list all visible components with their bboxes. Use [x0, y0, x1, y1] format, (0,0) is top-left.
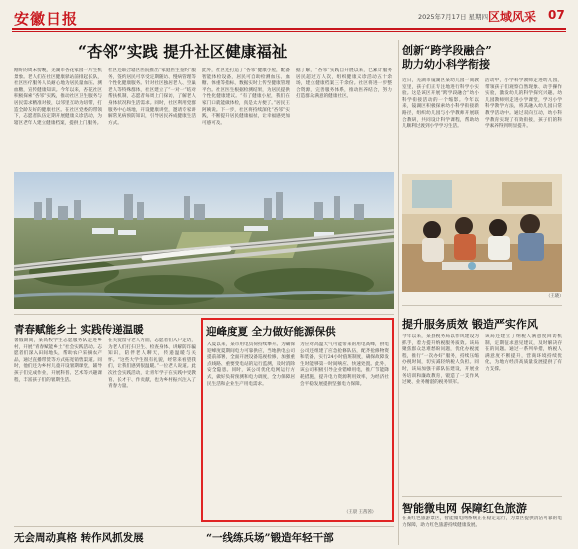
header-rule — [12, 28, 566, 30]
right-photo — [402, 174, 562, 292]
center-headline: 迎峰度夏 全力做好能源保供 — [206, 326, 336, 338]
main-photo — [14, 172, 394, 309]
center-headline-2: “一线练兵场”锻造年轻干部 — [206, 532, 334, 544]
main-article-col-1: 刚好的周末傍晚，芜湖市杏花家园一片生机景象。老人们在社区健康驿站前排起长队，社区医疗服务人员耐心地为居民量血压、测血糖，宣传健康知识。今年以来，杏花社区积极探索“杏邻”实践，推动社区卫生服务与居民需求精准对接，以邻里互助为纽带，打造全龄友好的健康社区。在社区党委的带领下，志愿者队伍定期开展健康义诊活动，为辖区老年人建立健康档案，提供上门服务。 — [14, 68, 102, 126]
center-article-byline: （王晨 王茜茜） — [344, 510, 377, 515]
left-headline-2: 无会周动真格 转作风抓发展 — [14, 532, 144, 544]
aerial-rail-photo — [14, 172, 394, 309]
bottom-section-divider — [14, 526, 394, 527]
right-article-3: 在某红色旅游景区，智能微电网系统正在稳定运行，为景区提供清洁可靠的电力保障，助力红色旅游持续健康发展。 — [402, 516, 562, 528]
right-article-1-col-2: 活动中，小学科学教师走进幼儿园，带领孩子们观察自然现象、动手操作实验，激发幼儿的科学探究兴趣。幼儿园教师则走进小学课堂，学习小学科学教学方法，将其融入幼儿园日常教学活动中。通过双向互动，幼小科学教育实现了有效衔接，孩子们的科学素养得到明显提升。 — [485, 78, 562, 130]
classroom-photo — [402, 174, 562, 292]
issue-date: 2025年7月17日 星期四 — [418, 13, 489, 21]
page-number: 07 — [548, 8, 565, 22]
right-section-divider — [402, 305, 562, 306]
left-article-1-col-2: 在关爱留守老人方面，志愿者们入户走访，为老人们打扫卫生、检查身体、讲解防诈骗知识，陪伴老人聊天，传递温暖与关怀。“这些大学生很有礼貌，经常来看望我们，让我们感到很温暖。”一位老人说道。此次社会实践活动，让青年学子在实践中受教育、长才干、作贡献，也为乡村振兴注入了青春力量。 — [108, 338, 196, 390]
column-divider — [398, 40, 399, 545]
right-headline-3: 智能微电网 保障红色旅游 — [402, 502, 527, 515]
right-headline-2: 提升服务质效 锻造严实作风 — [402, 318, 538, 331]
right-article-2-col-1: 今年以来，某县税务局以作风建设为抓手，着力提升纳税服务质效。该局聚焦群众急难愁盼问题，优化办税流程，推行“一次办好”服务，持续压缩办税时间，切实减轻纳税人负担。同时，该局加强干部队伍建设，开展业务培训和廉政教育，锻造了一支作风过硬、业务精湛的税务铁军。 — [402, 334, 479, 386]
left-article-1-col-1: 暑假期间，某高校学生志愿服务队走进乡村，开展“青春赋能乡土”社会实践活动。志愿者们深入田间地头，帮助农户采摘农产品，通过直播带货等方式拓宽销售渠道。同时，他们还为乡村儿童开设暑期课堂，辅导孩子们完成作业，开展科普、艺术等兴趣课程，丰富孩子们的暑期生活。 — [14, 338, 102, 383]
center-article-col-2: 为应对高温天气可能带来的用电高峰，供电公司还组建了应急抢修队伍，配齐抢修物资和装备，实行24小时值班制度，确保故障发生时能够第一时间响应、快速处置。此外，该公司积极引导企业错峰用电，推广节能降耗措施，提升电力资源利用效率，为经济社会平稳发展提供坚强电力保障。 — [300, 342, 389, 387]
right-headline-1 — [402, 44, 492, 72]
right-article-1-col-1: 近日，芜湖市镜湖区某幼儿园一间教室里，孩子们正专注地进行科学小实验。这是该区开展“跨学段融合”幼小科学衔接活动的一个缩影。今年以来，镜湖区积极探索幼小科学衔接新路径，组织幼儿园与小学教师开展联合教研，共同设计科学课程，帮助幼儿顺利过渡到小学学习生活。 — [402, 78, 479, 130]
main-headline: “杏邻”实践 提升社区健康福祉 — [78, 42, 288, 61]
right-photo-credit: （王晓） — [546, 294, 564, 299]
center-article-col-1: 入夏以来，某市用电负荷持续攀升。为确保迎峰度夏期间电力可靠供应，当地供电公司提前部署，全面开展设备巡视检修，加强重点线路、重要变电站的运行监测，及时消除安全隐患。同时，该公司优化电网运行方式，做好负荷预测和电力调度，全力保障居民生活和企业生产用电需求。 — [207, 342, 295, 387]
masthead: 安徽日报 — [14, 10, 79, 28]
header-rule-thin — [12, 31, 566, 32]
main-article-col-2: 社区还联合辖区医院推出“家庭医生签约”服务，签约居民可享受定期随访、慢病管理等个性化健康服务。针对社区独居老人、空巢老人等特殊群体，社区建立了“一对一”结对帮扶机制，志愿者每周上门探访，了解老人身体状况和生活需求。同时，社区利用党群服务中心场地，开设健康讲堂，邀请专家讲解常见病预防知识，引导居民养成健康生活方式。 — [108, 68, 196, 126]
right-headline-1-line-1: 创新“跨学段融合” — [402, 44, 492, 57]
right-article-2-col-2: 该局还建立了纳税人满意度回访机制，定期征求意见建议，及时解决存在的问题。通过一系列举措，纳税人满意度不断提升，营商环境持续优化，为地方经济高质量发展提供了有力支撑。 — [485, 334, 562, 372]
right-headline-1-line-2: 助力幼小科学衔接 — [402, 58, 490, 71]
section-title: 区域风采 — [488, 10, 537, 24]
main-article-col-3: 此外，社区还打造了“杏邻”健康小屋，配备智能体检设备，居民可自助检测血压、血糖、体重等指标，数据实时上传至健康管理平台。社区医生根据检测结果，为居民提供个性化健康建议。“有了健康小屋，我们在家门口就能做体检，真是太方便了。”居民王阿姨说。下一步，社区将持续深化“杏邻”实践，不断提升居民健康福祉，让幸福感更加可感可及。 — [202, 68, 290, 126]
main-article-col-4: 据了解，“杏邻”实践自开展以来，已累计服务居民超过万人次，组织健康义诊活动五十余场，建立健康档案三千余份。社区将进一步整合资源，完善服务体系，推动医养结合，努力打造群众满意的健康社区。 — [296, 68, 392, 100]
left-headline-1: 青春赋能乡土 实践传递温暖 — [14, 324, 144, 336]
right-section-divider-2 — [402, 496, 562, 497]
section-divider — [14, 314, 394, 315]
